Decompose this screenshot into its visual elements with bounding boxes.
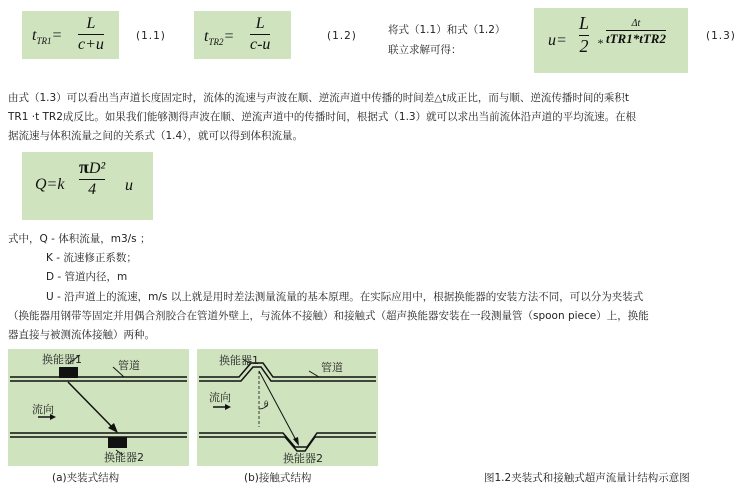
figure-caption: 图1.2夹装式和接触式超声流量计结构示意图: [484, 472, 690, 484]
signal-path-line: [68, 382, 114, 429]
diagram-b-transducer-1-label: 换能器1: [219, 354, 259, 367]
eq2-number: (1.2): [327, 30, 357, 42]
diagram-clamp-on: [8, 349, 189, 466]
paragraph-2-line-2: （换能器用钢带等固定并用偶合剂胶合在管道外壁上，与流体不接触）和接触式（超声换能器安装在一段测量管（spoon piece）上，换能: [8, 310, 649, 322]
diagram-a-pipe-label: 管道: [118, 359, 140, 372]
caption-b: (b)接触式结构: [244, 472, 312, 484]
eq4-rhs: u: [125, 177, 133, 194]
diagram-b-flow-label: 流向: [209, 391, 231, 404]
equation-1-4: [22, 152, 153, 220]
eq1-fraction: L c+u: [78, 15, 104, 53]
eq4-lhs: Q=k: [35, 176, 65, 193]
diagram-a-transducer-2-label: 换能器2: [104, 451, 144, 464]
diagram-a-flow-label: 流向: [32, 403, 54, 416]
paragraph-2-line-3: 器直接与被测流体接触）两种。: [8, 329, 155, 341]
diagram-b-pipe-label: 管道: [321, 361, 343, 374]
var-d: D - 管道内径，m: [46, 271, 128, 283]
eq3-fraction-1: L 2: [579, 13, 590, 56]
paragraph-2: [8, 288, 748, 345]
paragraph-1: [8, 89, 748, 146]
caption-a: (a)夹装式结构: [52, 472, 120, 484]
combine-text-line2: 联立求解可得：: [388, 44, 462, 56]
eq3-lhs: u=: [548, 32, 567, 49]
diagram-b-transducer-2-label: 换能器2: [283, 452, 323, 465]
transducer-1-block: [59, 367, 78, 378]
eq2-lhs: $t_{TR2}=$: [204, 28, 235, 48]
paragraph-1-line-2: TR1 ·t TR2成反比。如果我们能够测得声波在顺、逆流声道中的传播时间，根据式（1.3）就可以求出当前流体沿声道的平均流速。在根: [8, 111, 637, 123]
var-intro: 式中，Q - 体积流量，m3/s ；: [8, 233, 151, 245]
eq1-lhs: $t_{TR1}=$: [32, 27, 63, 47]
transducer-2-block: [108, 437, 127, 448]
diagram-a-transducer-1-label: 换能器1: [42, 353, 82, 366]
eq4-fraction: πD² 4: [79, 157, 106, 198]
eq2-fraction: L c-u: [250, 15, 271, 53]
diagram-b-angle-label: θ: [264, 399, 269, 409]
eq3-number: (1.3): [706, 30, 736, 42]
var-k: K - 流速修正系数；: [46, 252, 137, 264]
paragraph-1-line-3: 据流速与体积流量之间的关系式（1.4），就可以得到体积流量。: [8, 130, 303, 142]
paragraph-1-line-1: 由式（1.3）可以看出当声道长度固定时，流体的流速与声波在顺、逆流声道中传播的时间差△t成正比，而与顺、逆流传播时间的乘积t: [8, 92, 630, 104]
equation-1-2: [194, 11, 291, 59]
paragraph-2-line-1: U - 沿声道上的流速，m/s 以上就是用时差法测量流量的基本原理。在实际应用中，根据换能器的安装方法不同，可以分为夹装式: [46, 291, 644, 303]
diagram-wetted: [197, 349, 378, 466]
eq1-number: (1.1): [136, 30, 166, 42]
equation-1-3: [534, 8, 688, 73]
equation-1-1: [22, 11, 119, 59]
combine-text-line1: 将式（1.1）和式（1.2）: [388, 24, 506, 36]
eq3-fraction-2: Δt tTR1*tTR2: [606, 18, 666, 46]
eq3-multiply: *: [597, 36, 603, 50]
